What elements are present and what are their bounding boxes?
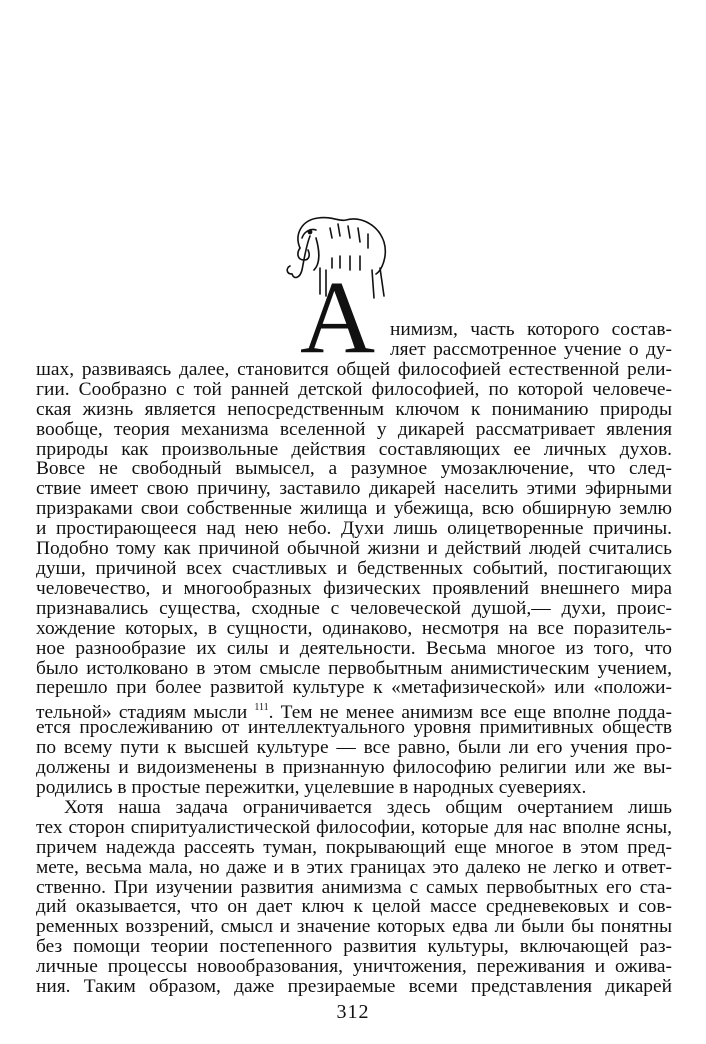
text-line: дий оказывается, что он дает ключ к целой массе средневековых и сов- xyxy=(36,896,672,918)
text-line: по всему пути к высшей культуре — все равно, были ли его учения про- xyxy=(36,737,672,759)
text-line: ния. Таким образом, даже презираемые всеми представления дикарей xyxy=(36,976,672,997)
text-line: ствие имеет свою причину, заставило дикарей населить этими эфирными xyxy=(36,478,672,500)
text-line: вообще, теория механизма вселенной у дикарей рассматривает явления xyxy=(36,418,672,440)
text-line: ется прослеживанию от интеллектуального уровня примитивных обществ xyxy=(36,717,672,739)
text-line: хождение которых, в сущности, одинаково, несмотря на все поразитель- xyxy=(36,617,672,639)
text-line: мете, весьма мала, но даже и в этих границах это далеко не легко и ответ- xyxy=(36,856,672,878)
text-line: гии. Сообразно с той ранней детской философией, по которой человече- xyxy=(36,378,672,400)
text-line: Подобно тому как причиной обычной жизни и действий людей считались xyxy=(36,538,672,559)
text-line: родились в простые пережитки, уцелевшие в народных суевериях. xyxy=(36,776,587,798)
text-line: ская жизнь является непосредственным ключом к пониманию природы xyxy=(36,398,672,420)
text-line: и простирающееся над нею небо. Духи лишь олицетворенные причины. xyxy=(36,518,672,540)
text-line: шах, развиваясь далее, становится общей философией естественной рели- xyxy=(36,358,672,380)
text-line: тех сторон спиритуалистической философии, которые для нас вполне ясны, xyxy=(36,816,672,838)
text-line: без помощи теории постепенного развития культуры, включающей раз- xyxy=(36,936,672,958)
text-line: ственно. При изучении развития анимизма с самых первобытных его ста- xyxy=(36,876,672,898)
text-line: ляет рассмотренное учение о ду- xyxy=(390,338,672,360)
text-line: ное разнообразие их силы и деятельности. Весьма многое из того, что xyxy=(36,637,672,659)
text-line: призраками свои собственные жилища и убежища, всю обширную землю xyxy=(36,498,672,520)
text-line: нимизм, часть которого состав- xyxy=(390,319,672,340)
text-line: Хотя наша задача ограничивается здесь общим очертанием лишь xyxy=(64,796,672,818)
text-line: личные процессы новообразования, уничтожения, переживания и ожива- xyxy=(36,956,672,978)
text-line: тельной» стадиям мысли xyxy=(36,702,248,724)
text-line: признавались существа, сходные с человеческой душой,— духи, проис- xyxy=(36,597,672,619)
text-line: . Тем не менее анимизм все еще вполне подда- xyxy=(268,702,672,724)
text-line: природы как произвольные действия составляющих ее личных духов. xyxy=(36,438,672,460)
text-line: души, причиной всех счастливых и бедственных событий, постигающих xyxy=(36,557,672,579)
text-line: перешло при более развитой культуре к «метафизической» или «положи- xyxy=(36,677,672,699)
text-line: было истолковано в этом смысле первобытным анимистическим учением, xyxy=(36,657,672,679)
text-line: ременных воззрений, смысл и значение которых едва ли были бы понятны xyxy=(36,916,672,938)
footnote-reference: 111 xyxy=(254,702,269,714)
page-number: 312 xyxy=(336,1001,370,1023)
text-line: причем надежда рассеять туман, покрывающий еще многое в этом пред- xyxy=(36,836,672,858)
text-line: Вовсе не свободный вымысел, а разумное умозаключение, что след- xyxy=(36,458,672,480)
drop-cap-letter: А xyxy=(300,260,376,375)
text-line: должены и видоизменены в признанную философию религии или же вы- xyxy=(36,757,672,778)
text-line: человечество, и многообразных физических проявлений внешнего мира xyxy=(36,577,672,599)
